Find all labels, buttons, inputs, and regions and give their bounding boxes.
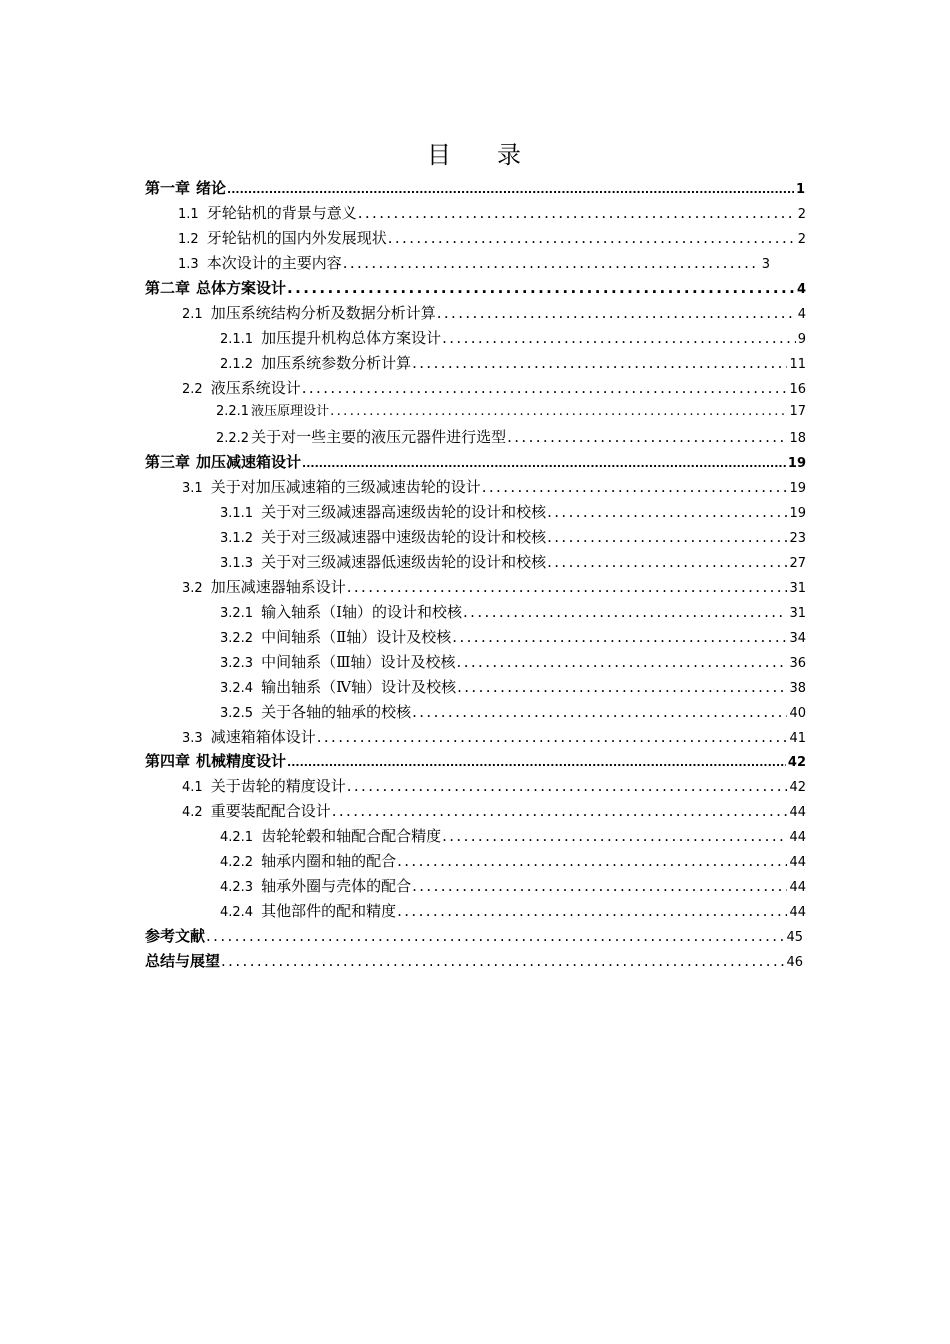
toc-entry-number: 3.2.2 (220, 631, 254, 646)
toc-entry[interactable] (182, 476, 806, 498)
toc-entry-label: 齿轮轮毂和轴配合配合精度 (261, 827, 442, 845)
toc-entry-number: 2.1.1 (220, 332, 254, 347)
toc-entry-number: 3.1.3 (220, 556, 254, 571)
toc-entry-label: 关于对三级减速器中速级齿轮的设计和校核 (261, 528, 547, 546)
toc-entry[interactable] (220, 900, 806, 922)
toc-entry-page: 42 (787, 755, 806, 770)
toc-leader (462, 601, 787, 623)
toc-entry[interactable] (216, 426, 806, 448)
toc-leader (456, 676, 787, 698)
toc-entry-label: 绪论 (196, 179, 227, 197)
toc-entry-label: 关于对三级减速器低速级齿轮的设计和校核 (261, 553, 547, 571)
toc-entry-label: 关于对一些主要的液压元器件进行选型 (251, 428, 507, 446)
toc-entry-number: 3.3 (182, 731, 203, 746)
toc-entry-number: 4.2.3 (220, 880, 254, 895)
toc-entry-number: 第四章 (145, 752, 191, 770)
toc-entry-page: 46 (786, 955, 803, 970)
toc-entry-label: 总体方案设计 (196, 279, 287, 297)
toc-entry-label: 中间轴系（Ⅲ轴）设计及校核 (261, 653, 456, 671)
toc-entry[interactable] (182, 800, 806, 822)
toc-entry[interactable] (216, 401, 806, 423)
toc-entry[interactable] (220, 501, 806, 523)
toc-entry-page: 19 (789, 481, 806, 496)
toc-title-right: 录 (497, 141, 523, 169)
toc-entry[interactable] (220, 352, 806, 374)
toc-leader (357, 202, 796, 224)
toc-entry[interactable] (182, 726, 806, 748)
toc-entry-page: 31 (789, 606, 806, 621)
toc-entry-page: 31 (789, 581, 806, 596)
toc-entry-page: 1 (795, 182, 805, 197)
toc-entry-label: 关于各轴的轴承的校核 (261, 703, 412, 721)
toc-entry-number: 3.1.1 (220, 506, 254, 521)
toc-leader (456, 651, 788, 673)
toc-entry-number: 4.1 (182, 780, 203, 795)
toc-entry-page: 11 (789, 357, 806, 372)
toc-entry-label: 关于对三级减速器高速级齿轮的设计和校核 (261, 503, 547, 521)
toc-entry-number: 3.2 (182, 581, 203, 596)
toc-entry-page: 40 (789, 706, 806, 721)
toc-entry[interactable] (145, 925, 803, 947)
toc-entry[interactable] (182, 775, 806, 797)
toc-entry[interactable] (220, 850, 806, 872)
toc-entry-page: 45 (786, 930, 803, 945)
toc-leader (205, 925, 784, 947)
toc-leader (220, 950, 784, 972)
toc-entry-label: 关于对加压减速箱的三级减速齿轮的设计 (210, 478, 481, 496)
toc-leader (301, 377, 788, 399)
toc-entry-page: 34 (789, 631, 806, 646)
toc-entry-page: 36 (789, 656, 806, 671)
toc-entry-page: 44 (789, 905, 806, 920)
toc-entry-number: 1.3 (178, 257, 199, 272)
toc-entry[interactable] (220, 551, 806, 573)
toc-entry[interactable] (182, 302, 806, 324)
toc-entry[interactable] (178, 252, 770, 274)
toc-leader (286, 752, 786, 774)
toc-entry-number: 2.1 (182, 307, 203, 322)
toc-entry[interactable] (145, 451, 806, 473)
toc-leader (346, 576, 788, 598)
toc-entry-number: 3.1.2 (220, 531, 254, 546)
toc-title-left: 目 (427, 141, 453, 169)
toc-entry-label: 轴承外圈与壳体的配合 (261, 877, 412, 895)
toc-entry-page: 18 (789, 431, 806, 446)
toc-entry-page: 38 (789, 681, 806, 696)
toc-entry-label: 参考文献 (145, 927, 206, 945)
toc-entry-number: 1.2 (178, 232, 199, 247)
toc-entry-label: 牙轮钻机的背景与意义 (206, 204, 357, 222)
toc-entry-label: 加压系统结构分析及数据分析计算 (210, 304, 436, 322)
toc-entry[interactable] (220, 327, 806, 349)
toc-entry-page: 4 (797, 307, 806, 322)
toc-entry-label: 液压原理设计 (251, 404, 330, 419)
toc-leader (436, 302, 796, 324)
toc-entry[interactable] (145, 277, 806, 299)
toc-entry-label: 液压系统设计 (210, 379, 301, 397)
toc-entry[interactable] (220, 601, 806, 623)
toc-entry-label: 加压系统参数分析计算 (261, 354, 412, 372)
toc-entry[interactable] (145, 950, 803, 972)
toc-entry-number: 3.2.4 (220, 681, 254, 696)
toc-entry-label: 加压减速箱设计 (196, 453, 302, 471)
toc-title (0, 135, 950, 170)
toc-entry-label: 中间轴系（Ⅱ轴）设计及校核 (261, 628, 452, 646)
toc-leader (286, 277, 795, 299)
toc-leader (387, 227, 796, 249)
toc-entry-label: 机械精度设计 (196, 752, 287, 770)
toc-entry[interactable] (220, 825, 806, 847)
toc-entry-page: 17 (789, 404, 806, 419)
toc-entry-page: 2 (797, 232, 806, 247)
toc-entry[interactable] (178, 202, 806, 224)
toc-entry-number: 第三章 (145, 453, 191, 471)
toc-leader (546, 526, 787, 548)
toc-entry-number: 4.2.1 (220, 830, 254, 845)
toc-entry-number: 3.2.5 (220, 706, 254, 721)
toc-entry-label: 牙轮钻机的国内外发展现状 (206, 229, 387, 247)
toc-entry-page: 3 (761, 257, 770, 272)
toc-entry-number: 3.2.1 (220, 606, 254, 621)
toc-entry-label: 重要装配配合设计 (210, 802, 331, 820)
toc-entry-page: 44 (789, 805, 806, 820)
toc-entry-page: 44 (789, 855, 806, 870)
toc-leader (346, 775, 788, 797)
toc-entry-page: 2 (797, 207, 806, 222)
toc-leader (301, 453, 786, 475)
toc-entry-label: 轴承内圈和轴的配合 (261, 852, 397, 870)
toc-entry[interactable] (182, 377, 806, 399)
toc-entry-label: 其他部件的配和精度 (261, 902, 397, 920)
toc-leader (396, 850, 787, 872)
toc-entry-page: 27 (789, 556, 806, 571)
toc-entry[interactable] (182, 576, 806, 598)
toc-entry-page: 16 (789, 382, 806, 397)
toc-entry-label: 加压减速器轴系设计 (210, 578, 346, 596)
toc-leader (411, 352, 787, 374)
toc-entry[interactable] (145, 750, 806, 772)
toc-leader (441, 327, 796, 349)
toc-entry-label: 本次设计的主要内容 (206, 254, 342, 272)
toc-leader (546, 501, 787, 523)
toc-entry-label: 加压提升机构总体方案设计 (261, 329, 442, 347)
toc-entry-number: 4.2 (182, 805, 203, 820)
toc-entry-label: 减速箱箱体设计 (210, 728, 316, 746)
toc-entry-page: 44 (789, 880, 806, 895)
toc-entry-label: 输入轴系（Ⅰ轴）的设计和校核 (261, 603, 463, 621)
toc-entry-number: 3.2.3 (220, 656, 254, 671)
toc-entry-number: 第二章 (145, 279, 191, 297)
toc-entry-page: 23 (789, 531, 806, 546)
toc-leader (226, 179, 794, 201)
toc-entry[interactable] (220, 676, 806, 698)
toc-leader (481, 476, 788, 498)
toc-entry[interactable] (178, 227, 806, 249)
toc-entry-number: 第一章 (145, 179, 191, 197)
toc-entry-page: 44 (789, 830, 806, 845)
toc-entry-page: 9 (797, 332, 806, 347)
toc-entry-label: 总结与展望 (145, 952, 221, 970)
toc-entry-page: 19 (787, 456, 806, 471)
toc-entry-page: 42 (789, 780, 806, 795)
toc-leader (411, 701, 787, 723)
toc-entry-number: 4.2.2 (220, 855, 254, 870)
toc-leader (342, 252, 760, 274)
toc-entry-number: 1.1 (178, 207, 199, 222)
toc-entry-number: 2.2 (182, 382, 203, 397)
toc-leader (396, 900, 787, 922)
toc-leader (546, 551, 787, 573)
toc-leader (329, 401, 787, 423)
toc-entry-page: 41 (789, 731, 806, 746)
toc-entry-number: 3.1 (182, 481, 203, 496)
toc-entry-page: 4 (796, 282, 806, 297)
toc-leader (451, 626, 787, 648)
toc-leader (411, 875, 787, 897)
toc-entry[interactable] (220, 626, 806, 648)
toc-leader (316, 726, 788, 748)
toc-entry[interactable] (220, 651, 806, 673)
toc-entry-number: 2.2.1 (216, 404, 250, 419)
toc-leader (441, 825, 787, 847)
toc-entry-label: 关于齿轮的精度设计 (210, 777, 346, 795)
toc-entry-page: 19 (789, 506, 806, 521)
toc-entry[interactable] (220, 701, 806, 723)
toc-entry[interactable] (220, 526, 806, 548)
toc-entry-number: 2.2.2 (216, 431, 250, 446)
toc-entry[interactable] (145, 177, 805, 199)
toc-entry-number: 4.2.4 (220, 905, 254, 920)
toc-entry-number: 2.1.2 (220, 357, 254, 372)
toc-entry-label: 输出轴系（Ⅳ轴）设计及校核 (261, 678, 457, 696)
toc-leader (506, 426, 787, 448)
toc-entry[interactable] (220, 875, 806, 897)
toc-leader (331, 800, 788, 822)
